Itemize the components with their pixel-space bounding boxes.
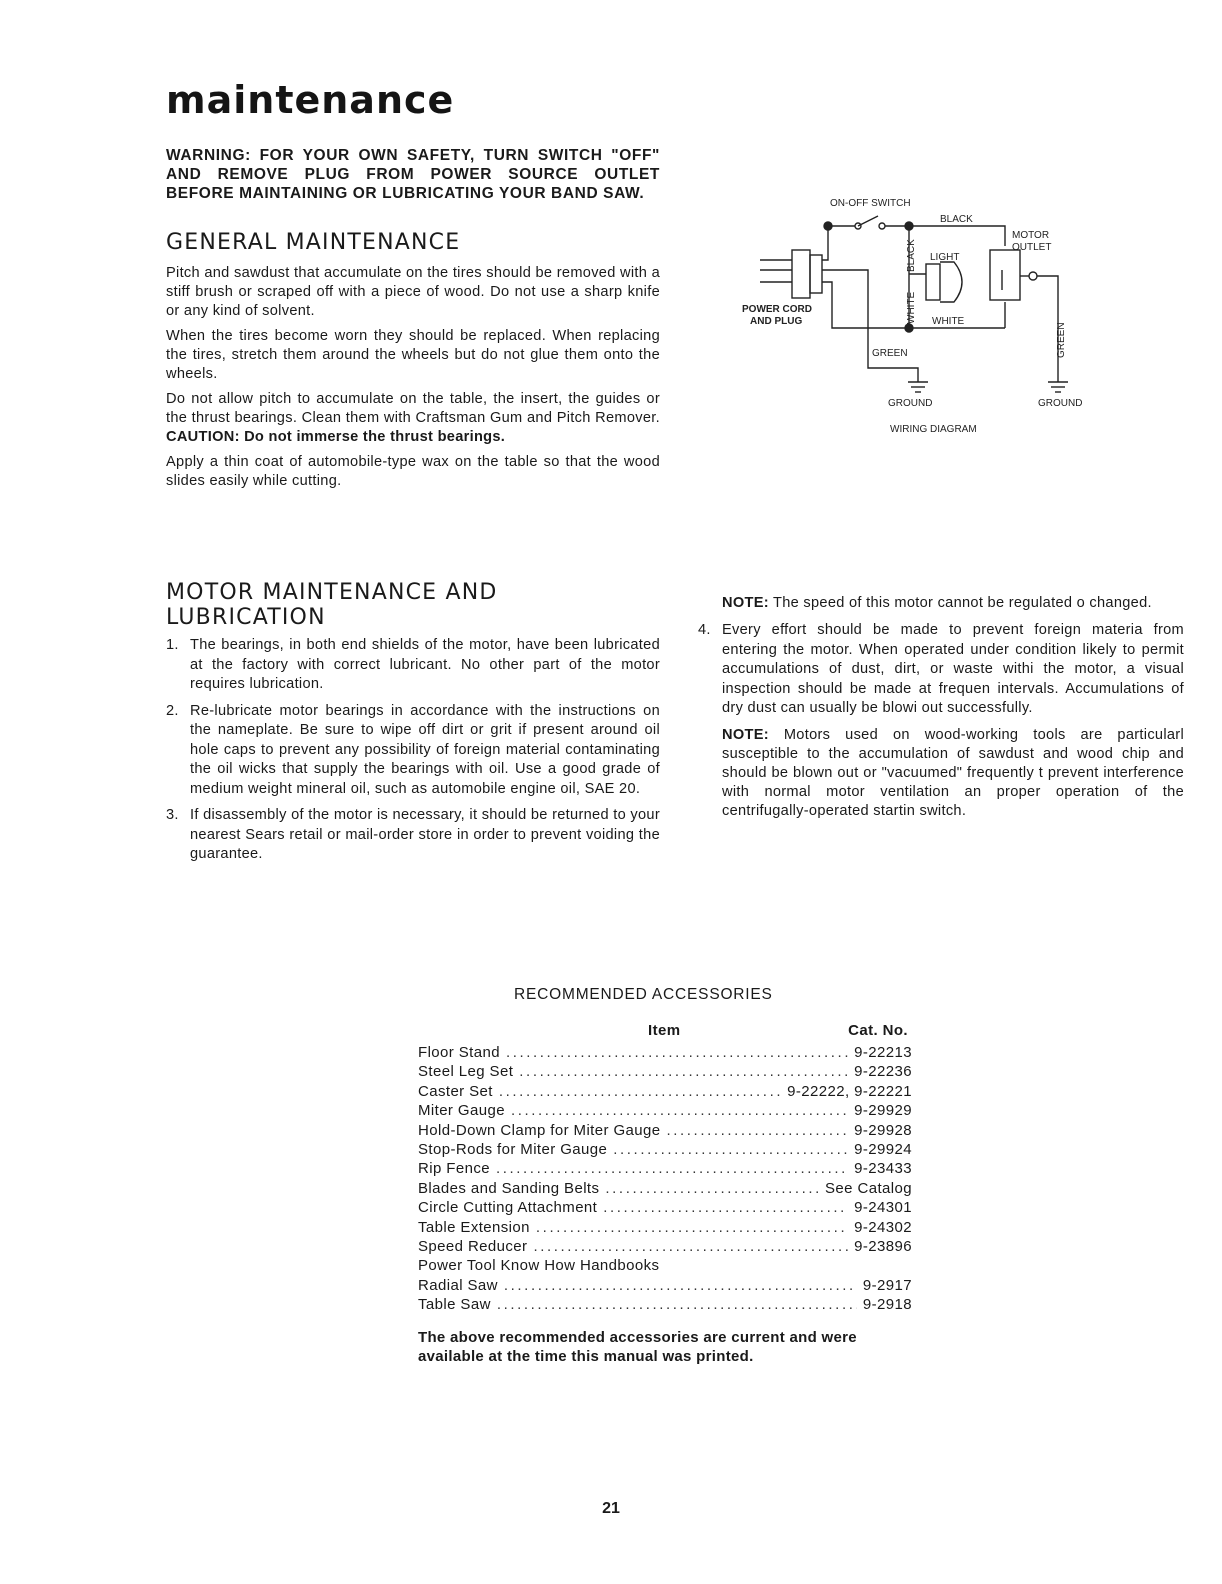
leader-dots bbox=[499, 1083, 781, 1100]
label-power-cord: POWER CORD bbox=[742, 304, 812, 315]
list-item bbox=[166, 636, 660, 695]
accessory-item: Table Extension bbox=[418, 1218, 530, 1236]
accessory-cat-no: 9-29928 bbox=[854, 1121, 912, 1139]
general-paragraph-2: When the tires become worn they should be replaced. When replacing the tires, stretch them around the wheels but do not glue them onto the wheels. bbox=[166, 328, 660, 382]
list-item bbox=[166, 806, 660, 865]
accessory-cat-no: 9-23896 bbox=[854, 1237, 912, 1255]
accessory-item: Floor Stand bbox=[418, 1044, 500, 1061]
leader-dots bbox=[497, 1296, 857, 1313]
note-2-label: NOTE: bbox=[722, 726, 769, 743]
table-row bbox=[418, 1044, 912, 1063]
general-paragraph-3-text: Do not allow pitch to accumulate on the table, the insert, the guides or the thrust bearings. Clean them with Craftsman Gum and Pitch Remover. bbox=[166, 391, 660, 426]
table-row bbox=[418, 1102, 912, 1121]
motor-right-column bbox=[698, 594, 1184, 827]
table-row bbox=[418, 1238, 912, 1257]
list-item-text: If disassembly of the motor is necessary, it should be returned to your nearest Sears retail or mail-order store in order to prevent voiding the guarantee. bbox=[190, 807, 660, 862]
table-row bbox=[418, 1083, 912, 1102]
note-1-label: NOTE: bbox=[722, 595, 769, 611]
list-item-number: 3. bbox=[166, 807, 179, 823]
table-row bbox=[418, 1160, 912, 1179]
column-header-cat-no: Cat. No. bbox=[848, 1022, 908, 1039]
caution-text: CAUTION: Do not immerse the thrust bearings. bbox=[166, 429, 506, 445]
leader-dots bbox=[511, 1102, 848, 1119]
accessory-cat-no: 9-23433 bbox=[854, 1160, 912, 1178]
label-on-off-switch: ON-OFF SWITCH bbox=[830, 198, 911, 209]
accessories-table bbox=[418, 1022, 912, 1315]
accessory-item: Blades and Sanding Belts bbox=[418, 1179, 600, 1197]
list-item-text: The bearings, in both end shields of the motor, have been lubricated at the factory with correct lubricant. No other part of the motor requires lubrication. bbox=[190, 637, 660, 692]
accessory-item: Speed Reducer bbox=[418, 1237, 528, 1255]
list-item-text: Every effort should be made to prevent foreign materia from entering the motor. When operated under condition likely to permit accumulations of dust, dirt, or waste withi the motor, a visual inspection should be made at frequen intervals. Accumulations of dry dust can usually be blowi out successfully. bbox=[722, 622, 1184, 716]
table-row bbox=[418, 1063, 912, 1082]
leader-dots bbox=[533, 1238, 848, 1255]
motor-heading-line1: MOTOR MAINTENANCE AND bbox=[166, 580, 498, 605]
list-item bbox=[166, 702, 660, 800]
table-row bbox=[418, 1219, 912, 1238]
accessory-item: Circle Cutting Attachment bbox=[418, 1199, 598, 1217]
accessories-header-row bbox=[418, 1022, 912, 1044]
general-paragraph-1: Pitch and sawdust that accumulate on the tires should be removed with a stiff brush or scraped off with a piece of wood. Do not use a sharp knife or any kind of solvent. bbox=[166, 265, 660, 319]
table-row bbox=[418, 1141, 912, 1160]
note-2 bbox=[698, 726, 1184, 821]
leader-dots bbox=[519, 1063, 848, 1080]
accessory-cat-no: 9-22222, 9-22221 bbox=[787, 1082, 912, 1100]
label-light: LIGHT bbox=[930, 252, 960, 263]
wiring-diagram bbox=[740, 190, 1110, 440]
table-row bbox=[418, 1180, 912, 1199]
list-item-number: 1. bbox=[166, 637, 179, 653]
accessory-cat-no: 9-22213 bbox=[854, 1044, 912, 1061]
list-item bbox=[698, 621, 1184, 719]
accessories-rows bbox=[418, 1044, 912, 1257]
label-black: BLACK bbox=[940, 214, 973, 225]
list-item-number: 2. bbox=[166, 702, 179, 719]
handbooks-rows bbox=[418, 1277, 912, 1316]
label-white: WHITE bbox=[932, 316, 965, 327]
note-1 bbox=[698, 594, 1184, 613]
leader-dots bbox=[504, 1277, 857, 1294]
label-ground-right: GROUND bbox=[1038, 398, 1083, 409]
label-green-vertical: GREEN bbox=[1056, 322, 1067, 358]
table-row bbox=[418, 1199, 912, 1218]
label-black-vertical: BLACK bbox=[906, 239, 917, 272]
label-ground-left: GROUND bbox=[888, 398, 933, 409]
label-green: GREEN bbox=[872, 348, 908, 359]
accessory-cat-no: 9-29924 bbox=[854, 1140, 912, 1158]
note-2-text: Motors used on wood-working tools are particularl susceptible to the accumulation of sawdust and wood chip and should be blown out or "vacuumed" frequently t prevent interference with normal motor ventilation an proper operation of the centrifugally-operated startin switch. bbox=[722, 726, 1184, 819]
table-row bbox=[418, 1122, 912, 1141]
label-white-vertical: WHITE bbox=[906, 291, 917, 324]
handbooks-label: Power Tool Know How Handbooks bbox=[418, 1257, 660, 1275]
list-item-4-wrapper bbox=[698, 621, 1184, 719]
list-item-text: Re-lubricate motor bearings in accordance with the instructions on the nameplate. Be sure to wipe off dirt or grit if present around oil hole caps to prevent any possibility of foreign material contaminating the oil wicks that supply the bearings with oil. Use a good grade of medium weight mineral oil, such as automobile engine oil, SAE 20. bbox=[190, 702, 660, 797]
accessory-cat-no: 9-2917 bbox=[862, 1276, 912, 1294]
wiring-diagram-svg bbox=[740, 190, 1110, 440]
motor-heading-line2: LUBRICATION bbox=[166, 605, 326, 630]
accessory-cat-no: See Catalog bbox=[825, 1179, 912, 1197]
leader-dots bbox=[506, 1044, 848, 1061]
column-header-item: Item bbox=[648, 1022, 681, 1039]
accessory-cat-no: 9-29929 bbox=[854, 1102, 912, 1120]
accessory-cat-no: 9-22236 bbox=[854, 1063, 912, 1081]
accessory-item: Hold-Down Clamp for Miter Gauge bbox=[418, 1121, 661, 1139]
motor-list bbox=[166, 636, 660, 865]
leader-dots bbox=[613, 1141, 848, 1158]
safety-warning: WARNING: FOR YOUR OWN SAFETY, TURN SWITCH "OFF" AND REMOVE PLUG FROM POWER SOURCE OUTLET BEFORE MAINTAINING OR LUBRICATING YOUR BAND SAW. bbox=[166, 147, 660, 202]
diagram-caption: WIRING DIAGRAM bbox=[890, 424, 977, 435]
label-motor: MOTOR bbox=[1012, 230, 1050, 241]
leader-dots bbox=[496, 1160, 848, 1177]
accessory-item: Radial Saw bbox=[418, 1276, 498, 1294]
list-item-number: 4. bbox=[698, 622, 711, 638]
accessory-item: Stop-Rods for Miter Gauge bbox=[418, 1140, 608, 1158]
page-number: 21 bbox=[602, 1500, 620, 1517]
plug-body bbox=[792, 250, 810, 298]
general-paragraph-3 bbox=[166, 390, 660, 447]
table-row bbox=[418, 1277, 912, 1296]
accessories-note: The above recommended accessories are current and were available at the time this manual was printed. bbox=[418, 1329, 857, 1365]
accessory-cat-no: 9-24302 bbox=[854, 1218, 912, 1236]
general-paragraph-4: Apply a thin coat of automobile-type wax on the table so that the wood slides easily while cutting. bbox=[166, 454, 660, 489]
general-maintenance-section bbox=[166, 230, 660, 497]
table-row bbox=[418, 1296, 912, 1315]
accessories-heading: RECOMMENDED ACCESSORIES bbox=[514, 986, 773, 1003]
leader-dots bbox=[536, 1219, 848, 1236]
accessory-cat-no: 9-2918 bbox=[862, 1296, 912, 1314]
leader-dots bbox=[605, 1180, 819, 1197]
accessory-cat-no: 9-24301 bbox=[854, 1199, 912, 1217]
accessory-item: Table Saw bbox=[418, 1296, 491, 1314]
leader-dots bbox=[603, 1199, 848, 1216]
page-title: maintenance bbox=[166, 78, 455, 122]
label-outlet: OUTLET bbox=[1012, 242, 1052, 253]
accessory-item: Miter Gauge bbox=[418, 1102, 505, 1120]
motor-maintenance-section bbox=[166, 580, 660, 872]
label-and-plug: AND PLUG bbox=[750, 316, 803, 327]
accessory-item: Rip Fence bbox=[418, 1160, 490, 1178]
leader-dots bbox=[666, 1122, 848, 1139]
accessory-item: Caster Set bbox=[418, 1082, 493, 1100]
general-maintenance-heading: GENERAL MAINTENANCE bbox=[166, 230, 461, 255]
accessory-item: Steel Leg Set bbox=[418, 1063, 514, 1081]
note-1-text: The speed of this motor cannot be regulated o changed. bbox=[773, 595, 1152, 611]
